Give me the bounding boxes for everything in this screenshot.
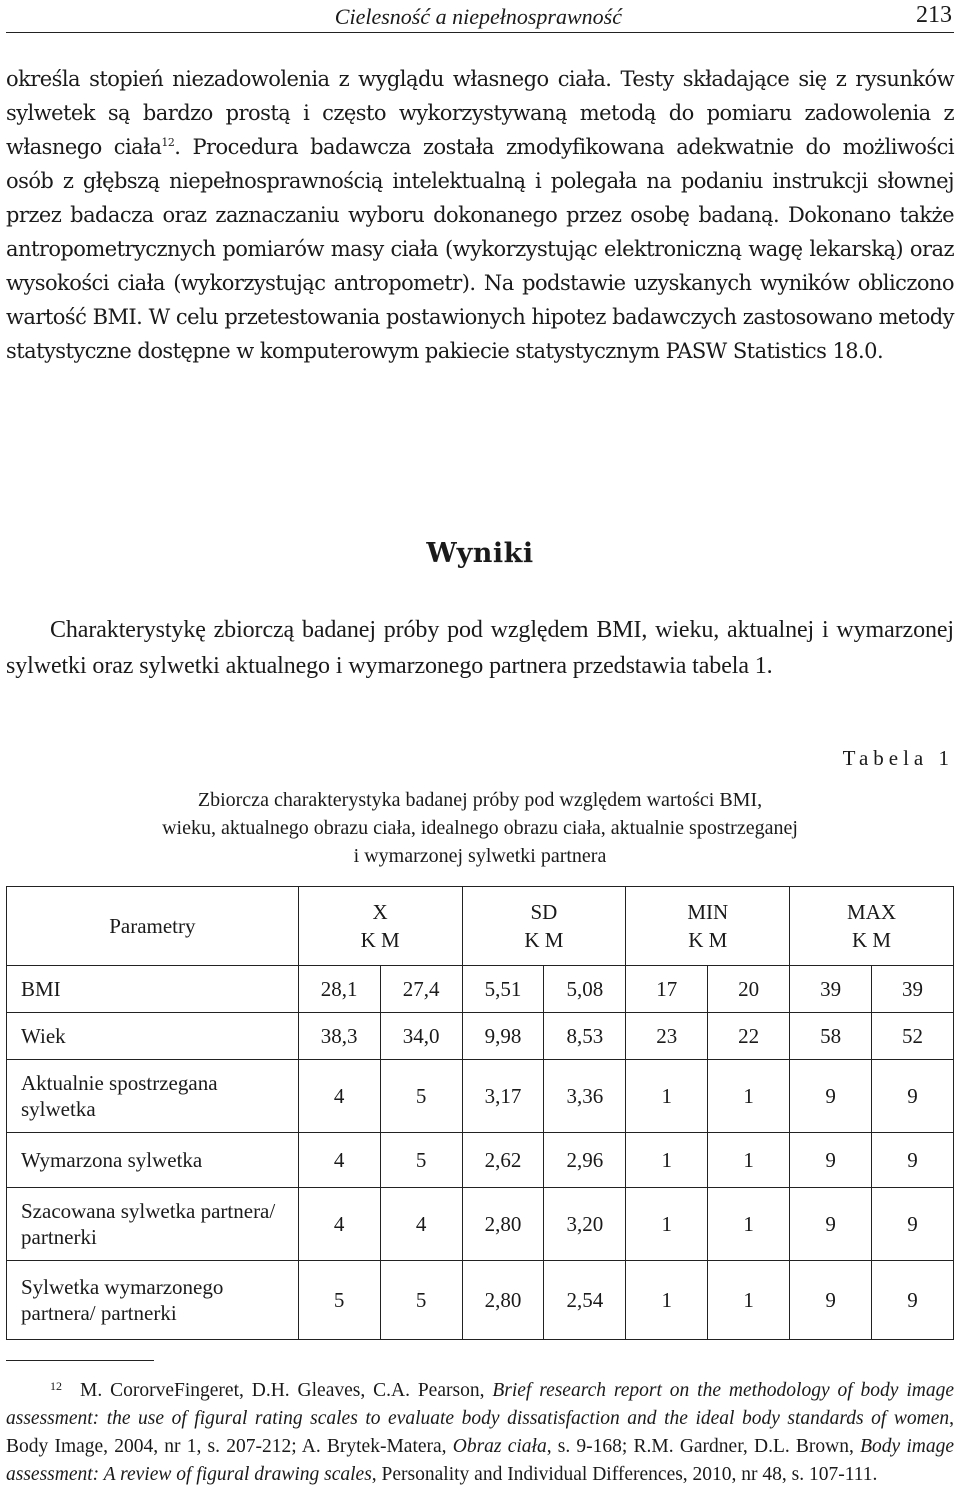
table-cell: 1 (708, 1261, 790, 1340)
table-cell: 9 (872, 1060, 954, 1133)
table-header-parametry: Parametry (7, 887, 299, 966)
table-cell: 9 (790, 1188, 872, 1261)
table-cell: 23 (626, 1013, 708, 1060)
body-text-part-1: określa stopień niezadowolenia z wyglądu własnego ciała. Testy składające się z rysunków sylwetek są bardzo prostą i często wykorzystywaną metodą do pomiaru zadowolenia z własnego ciała (6, 67, 954, 159)
table-row (7, 966, 954, 1013)
table-cell: 2,62 (462, 1133, 544, 1188)
footnote-text: M. CororveFingeret, D.H. Gleaves, C.A. Pearson, (80, 1380, 493, 1401)
table-cell: 4 (380, 1188, 462, 1261)
table-cell: 2,80 (462, 1188, 544, 1261)
table-row (7, 1133, 954, 1188)
table-cell: 39 (790, 966, 872, 1013)
statistics-table (6, 886, 954, 1340)
footnote-text: , s. 9-168; R.M. Gardner, D.L. Brown, (546, 1436, 861, 1457)
footnote-title: Body image assessment: A review of figural drawing scales (6, 1436, 954, 1485)
results-intro-paragraph: Charakterystykę zbiorczą badanej próby pod względem BMI, wieku, aktualnej i wymarzonej sylwetki oraz sylwetki aktualnego i wymarzonego partnera przedstawia tabela 1. (6, 617, 954, 679)
table-cell: 3,36 (544, 1060, 626, 1133)
table-cell: 58 (790, 1013, 872, 1060)
table-cell: 52 (872, 1013, 954, 1060)
page-number: 213 (916, 2, 952, 28)
table-cell: 5 (380, 1133, 462, 1188)
table-cell: 9 (790, 1261, 872, 1340)
group-sub: K M (852, 928, 892, 952)
table-cell: 1 (626, 1060, 708, 1133)
table-cell: 5 (298, 1261, 380, 1340)
table-cell: 4 (298, 1133, 380, 1188)
table-cell: 2,96 (544, 1133, 626, 1188)
table-cell: 38,3 (298, 1013, 380, 1060)
table-caption (0, 786, 960, 870)
table-caption-line: Zbiorcza charakterystyka badanej próby pod względem wartości BMI, (197, 789, 763, 811)
footnote-title: Brief research report on the methodology of body image assessment: the use of figural rating scales to evaluate body dissatisfaction and the ideal body standards of women (6, 1380, 954, 1429)
footnote-number: 12 (50, 1379, 62, 1393)
footnote-divider (6, 1360, 154, 1361)
table-row (7, 1261, 954, 1340)
table-header-group (298, 887, 462, 966)
row-param: Wymarzona sylwetka (7, 1133, 299, 1188)
table-cell: 17 (626, 966, 708, 1013)
table-cell: 27,4 (380, 966, 462, 1013)
footnote-reference[interactable]: 12 (161, 136, 175, 149)
table-row (7, 1013, 954, 1060)
group-name: X (372, 900, 388, 924)
table-cell: 9 (872, 1188, 954, 1261)
footnote-text: , Body Image, 2004, nr 1, s. 207-212; A. Brytek-Matera, (6, 1408, 954, 1457)
table-cell: 28,1 (298, 966, 380, 1013)
table-cell: 5,08 (544, 966, 626, 1013)
table-row (7, 1188, 954, 1261)
running-title: Cielesność a niepełnosprawność (334, 4, 622, 29)
group-sub: K M (524, 928, 564, 952)
table-cell: 9 (790, 1060, 872, 1133)
table-header-group (462, 887, 626, 966)
body-text-part-2: . Procedura badawcza została zmodyfikowana adekwatnie do możliwości osób z głębszą niepełnosprawnością intelektualną i polegała na podaniu instrukcji słownej przez badacza oraz zaznaczaniu wyboru dokonanego przez osobę badaną. Dokonano także antropometrycznych pomiarów masy ciała (wykorzystując elektroniczną wagę lekarską) oraz wysokości ciała (wykorzystując antropometr). Na podstawie uzyskanych wyników obliczono wartość BMI. W celu przetestowania postawionych hipotez badawczych zastosowano metody statystyczne dostępne w komputerowym pakiecie statystycznym PASW Statistics 18.0. (6, 135, 955, 363)
table-cell: 8,53 (544, 1013, 626, 1060)
group-name: MAX (847, 900, 897, 924)
page-header (6, 2, 954, 33)
row-param: Sylwetka wymarzonego partnera/ partnerki (7, 1261, 299, 1340)
footnote (6, 1372, 954, 1489)
table-cell: 5,51 (462, 966, 544, 1013)
table-cell: 5 (380, 1060, 462, 1133)
group-sub: K M (360, 928, 400, 952)
table-row (7, 1060, 954, 1133)
table-cell: 1 (626, 1261, 708, 1340)
table-cell: 20 (708, 966, 790, 1013)
table-cell: 1 (708, 1188, 790, 1261)
table-cell: 9 (790, 1133, 872, 1188)
table-cell: 3,17 (462, 1060, 544, 1133)
row-param: Szacowana sylwetka partnera/ partnerki (7, 1188, 299, 1261)
body-paragraph (6, 62, 954, 368)
table-cell: 34,0 (380, 1013, 462, 1060)
footnote-text: , Personality and Individual Differences, 2010, nr 48, s. 107-111. (371, 1464, 878, 1485)
row-param: Wiek (7, 1013, 299, 1060)
table-cell: 4 (298, 1060, 380, 1133)
table-cell: 9,98 (462, 1013, 544, 1060)
group-name: MIN (687, 900, 729, 924)
table-cell: 39 (872, 966, 954, 1013)
table-caption-line: wieku, aktualnego obrazu ciała, idealnego obrazu ciała, aktualnie spostrzeganej (162, 817, 798, 839)
table-cell: 1 (708, 1060, 790, 1133)
table-cell: 1 (708, 1133, 790, 1188)
table-cell: 1 (626, 1188, 708, 1261)
footnote-title: Obraz ciała (452, 1436, 547, 1457)
table-header-row (7, 887, 954, 966)
table-cell: 3,20 (544, 1188, 626, 1261)
table-cell: 9 (872, 1133, 954, 1188)
row-param: BMI (7, 966, 299, 1013)
table-header-group (626, 887, 790, 966)
table-cell: 1 (626, 1133, 708, 1188)
table-cell: 22 (708, 1013, 790, 1060)
table-label: Tabela 1 (842, 746, 954, 770)
row-param: Aktualnie spostrzegana sylwetka (7, 1060, 299, 1133)
table-cell: 9 (872, 1261, 954, 1340)
group-sub: K M (688, 928, 728, 952)
table-header-group (790, 887, 954, 966)
section-heading: Wyniki (426, 538, 534, 569)
group-name: SD (530, 900, 558, 924)
table-cell: 2,80 (462, 1261, 544, 1340)
table-cell: 2,54 (544, 1261, 626, 1340)
table-caption-line: i wymarzonej sylwetki partnera (353, 845, 607, 867)
table-cell: 5 (380, 1261, 462, 1340)
table-cell: 4 (298, 1188, 380, 1261)
